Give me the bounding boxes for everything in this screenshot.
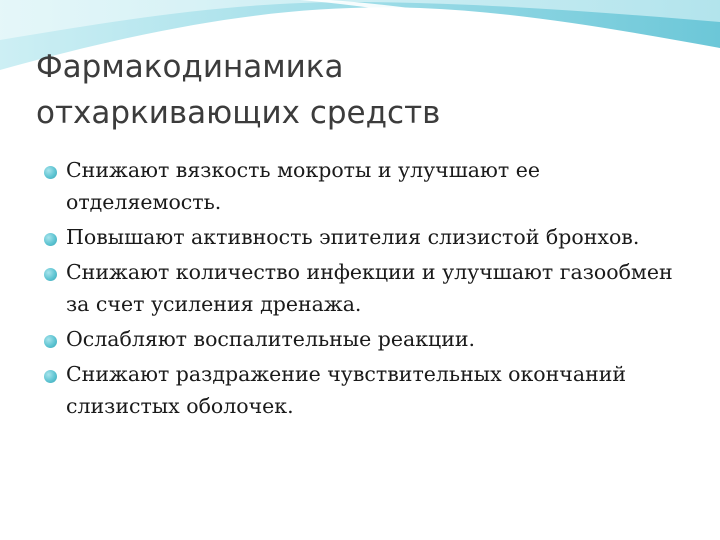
bullet-text: Снижают раздражение чувствительных окончаний слизистых оболочек. (66, 362, 627, 418)
title-line-2: отхаркивающих средств (36, 95, 441, 131)
bullet-text: Повышают активность эпителия слизистой бронхов. (66, 225, 640, 249)
slide-title (36, 44, 676, 136)
bullet-item (44, 323, 694, 355)
bullet-text: Снижают вязкость мокроты и улучшают ее отделяемость. (66, 158, 540, 214)
bullet-text: Ослабляют воспалительные реакции. (66, 327, 476, 351)
bullet-text: Снижают количество инфекции и улучшают газообмен за счет усиления дренажа. (66, 260, 673, 316)
bullet-dot-icon (44, 335, 57, 348)
bullet-item (44, 256, 694, 320)
bullet-item (44, 358, 694, 422)
bullet-dot-icon (44, 166, 57, 179)
bullet-dot-icon (44, 370, 57, 383)
bullet-list (44, 154, 694, 425)
title-line-1: Фармакодинамика (36, 49, 344, 85)
bullet-dot-icon (44, 233, 57, 246)
bullet-item (44, 221, 694, 253)
bullet-dot-icon (44, 268, 57, 281)
bullet-item (44, 154, 694, 218)
